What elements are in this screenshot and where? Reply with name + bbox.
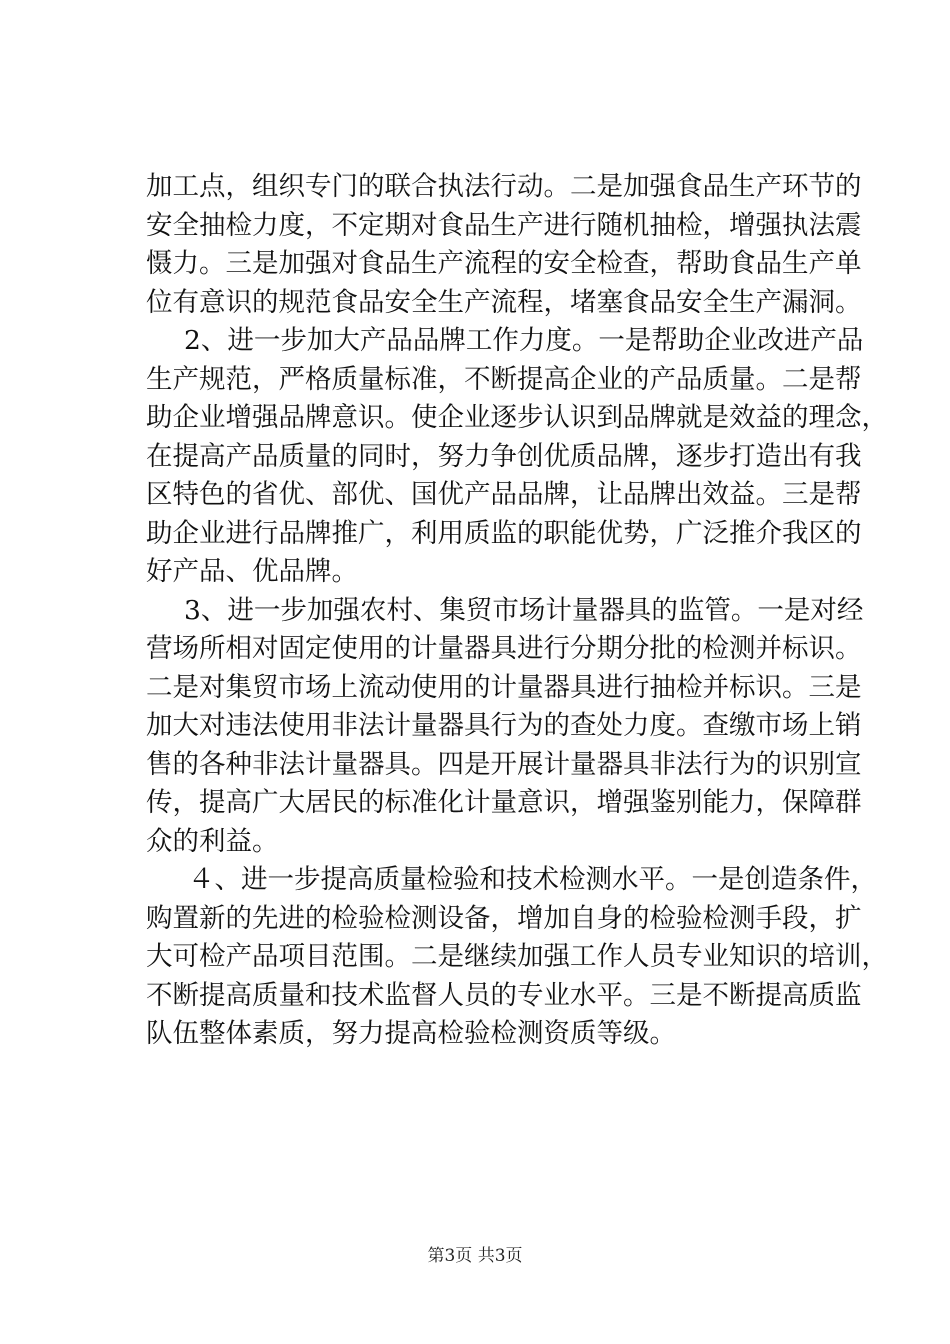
text-line: 营场所相对固定使用的计量器具进行分期分批的检测并标识。 [146, 633, 862, 664]
text-line: 2、进一步加大产品品牌工作力度。一是帮助企业改进产品 [184, 325, 864, 356]
text-line: 好产品、优品牌。 [146, 556, 358, 587]
text-line: 队伍整体素质，努力提高检验检测资质等级。 [146, 1018, 676, 1049]
text-line: 众的利益。 [146, 825, 279, 857]
text-line: 生产规范，严格质量标准，不断提高企业的产品质量。二是帮 [146, 363, 862, 395]
text-line: ４、进一步提高质量检验和技术检测水平。一是创造条件， [188, 864, 877, 895]
text-line: 慑力。三是加强对食品生产流程的安全检查，帮助食品生产单 [146, 248, 862, 279]
text-line: 大可检产品项目范围。二是继续加强工作人员专业知识的培训， [146, 941, 888, 972]
text-line: 不断提高质量和技术监督人员的专业水平。三是不断提高质监 [146, 979, 862, 1011]
paragraph [146, 168, 862, 322]
text-line: 助企业进行品牌推广，利用质监的职能优势，广泛推介我区的 [146, 517, 862, 549]
text-line: 安全抽检力度，不定期对食品生产进行随机抽检，增强执法震 [146, 209, 862, 241]
text-line: 二是对集贸市场上流动使用的计量器具进行抽检并标识。三是 [146, 671, 862, 703]
text-line: 在提高产品质量的同时，努力争创优质品牌，逐步打造出有我 [146, 440, 862, 472]
text-line: 区特色的省优、部优、国优产品品牌，让品牌出效益。三是帮 [146, 479, 862, 510]
text-line: 加大对违法使用非法计量器具行为的查处力度。查缴市场上销 [146, 710, 862, 741]
text-line: 传，提高广大居民的标准化计量意识，增强鉴别能力，保障群 [146, 787, 862, 818]
page-number-footer: 第3页 共3页 [427, 1246, 523, 1266]
text-line: 售的各种非法计量器具。四是开展计量器具非法行为的识别宣 [146, 748, 862, 780]
paragraph [146, 861, 888, 1054]
document-body [146, 168, 888, 1054]
paragraph [146, 322, 888, 592]
text-line: 助企业增强品牌意识。使企业逐步认识到品牌就是效益的理念， [146, 402, 888, 433]
text-line: 加工点，组织专门的联合执法行动。二是加强食品生产环节的 [146, 171, 862, 202]
text-line: 3、进一步加强农村、集贸市场计量器具的监管。一是对经 [184, 594, 864, 626]
paragraph [146, 592, 864, 862]
text-line: 位有意识的规范食品安全生产流程，堵塞食品安全生产漏洞。 [146, 286, 862, 318]
text-line: 购置新的先进的检验检测设备，增加自身的检验检测手段，扩 [146, 902, 862, 934]
